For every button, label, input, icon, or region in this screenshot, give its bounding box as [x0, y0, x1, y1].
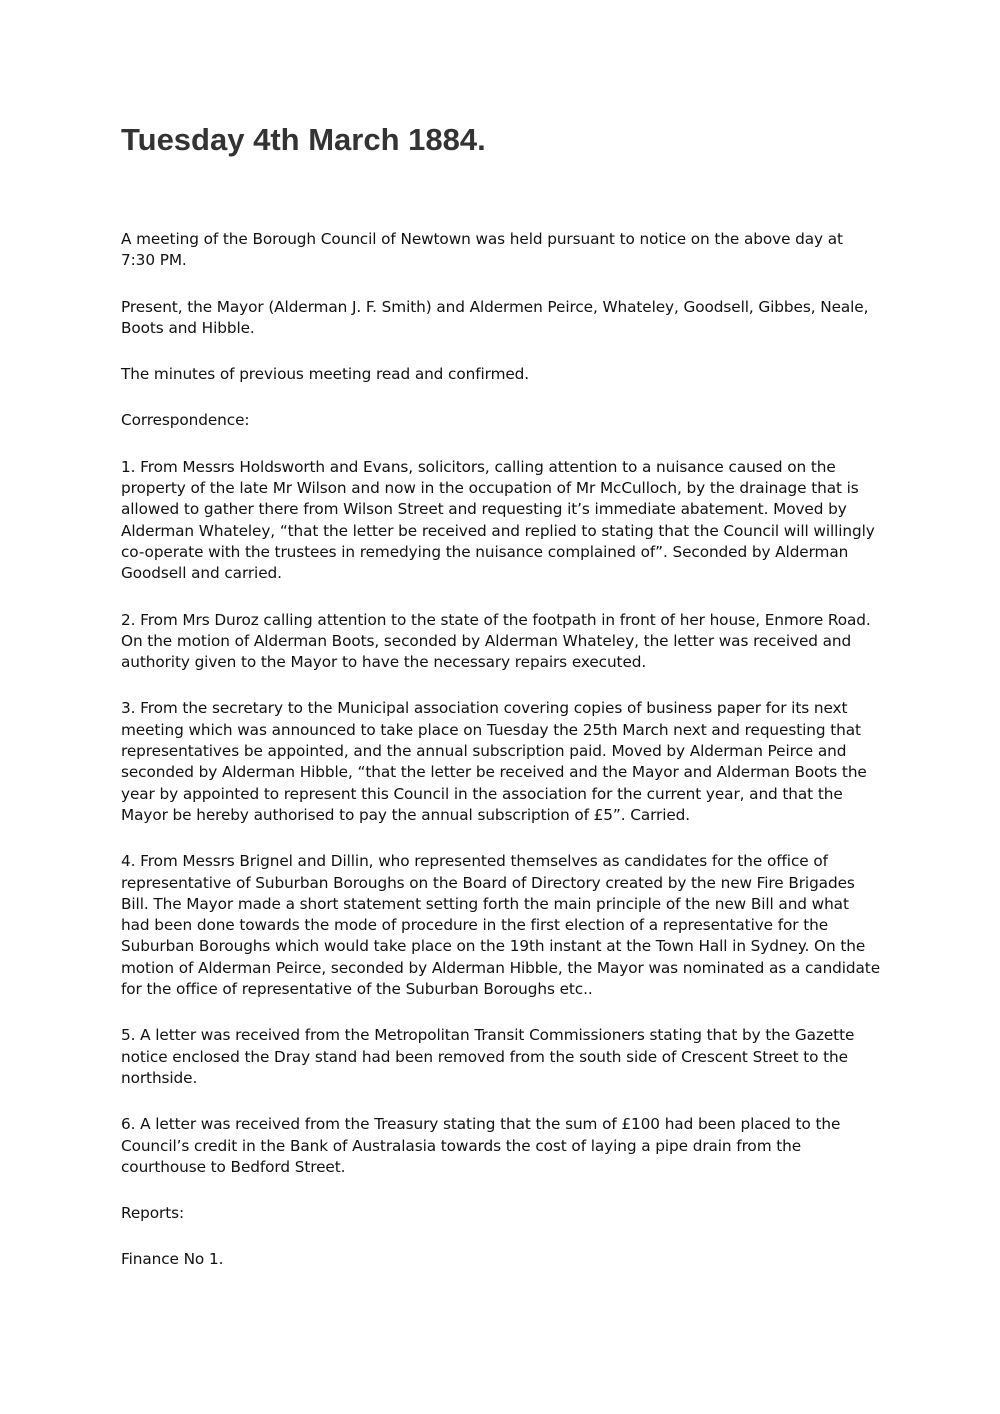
minutes-body	[121, 229, 881, 1296]
correspondence-item-1: 1. From Messrs Holdsworth and Evans, solicitors, calling attention to a nuisance caused on the property of the late Mr Wilson and now in the occupation of Mr McCulloch, by the drainage that is allowed to gather there from Wilson Street and requesting it’s immediate abatement. Moved by Alderman Whateley, “that the letter be received and replied to stating that the Council will willingly co-operate with the trustees in remedying the nuisance complained of”. Seconded by Alderman Goodsell and carried.	[121, 457, 875, 583]
finance-report-line: Finance No 1.	[121, 1250, 224, 1269]
meeting-notice-paragraph: A meeting of the Borough Council of Newtown was held pursuant to notice on the above day at 7:30 PM.	[121, 230, 843, 270]
reports-heading: Reports:	[121, 1204, 185, 1223]
attendance-paragraph: Present, the Mayor (Alderman J. F. Smith) and Aldermen Peirce, Whateley, Goodsell, Gibbes, Neale, Boots and Hibble.	[121, 297, 869, 337]
correspondence-item-3: 3. From the secretary to the Municipal association covering copies of business paper for its next meeting which was announced to take place on Tuesday the 25th March next and requesting that representatives be appointed, and the annual subscription paid. Moved by Alderman Peirce and seconded by Alderman Hibble, “that the letter be received and the Mayor and Alderman Boots the year by appointed to represent this Council in the association for the current year, and that the Mayor be hereby authorised to pay the annual subscription of £5”. Carried.	[121, 699, 867, 824]
correspondence-item-4: 4. From Messrs Brignel and Dillin, who represented themselves as candidates for the office of representative of Suburban Boroughs on the Board of Directory created by the new Fire Brigades Bill. The Mayor made a short statement setting forth the main principle of the new Bill and what had been done towards the mode of procedure in the first election of a representative for the Suburban Boroughs which would take place on the 19th instant at the Town Hall in Sydney. On the motion of Alderman Peirce, seconded by Alderman Hibble, the Mayor was nominated as a candidate for the office of representative of the Suburban Boroughs etc..	[121, 852, 881, 999]
correspondence-item-5: 5. A letter was received from the Metropolitan Transit Commissioners stating that by the Gazette notice enclosed the Dray stand had been removed from the south side of Crescent Street to the northside.	[121, 1026, 855, 1087]
correspondence-heading: Correspondence:	[121, 411, 250, 430]
correspondence-item-2: 2. From Mrs Duroz calling attention to the state of the footpath in front of her house, Enmore Road. On the motion of Alderman Boots, seconded by Alderman Whateley, the letter was received and authority given to the Mayor to have the necessary repairs executed.	[121, 610, 871, 672]
page-title: Tuesday 4th March 1884.	[121, 122, 486, 157]
minutes-confirmed-paragraph: The minutes of previous meeting read and confirmed.	[121, 365, 530, 384]
correspondence-item-6: 6. A letter was received from the Treasury stating that the sum of £100 had been placed to the Council’s credit in the Bank of Australasia towards the cost of laying a pipe drain from the courthouse to Bedford Street.	[121, 1115, 841, 1176]
